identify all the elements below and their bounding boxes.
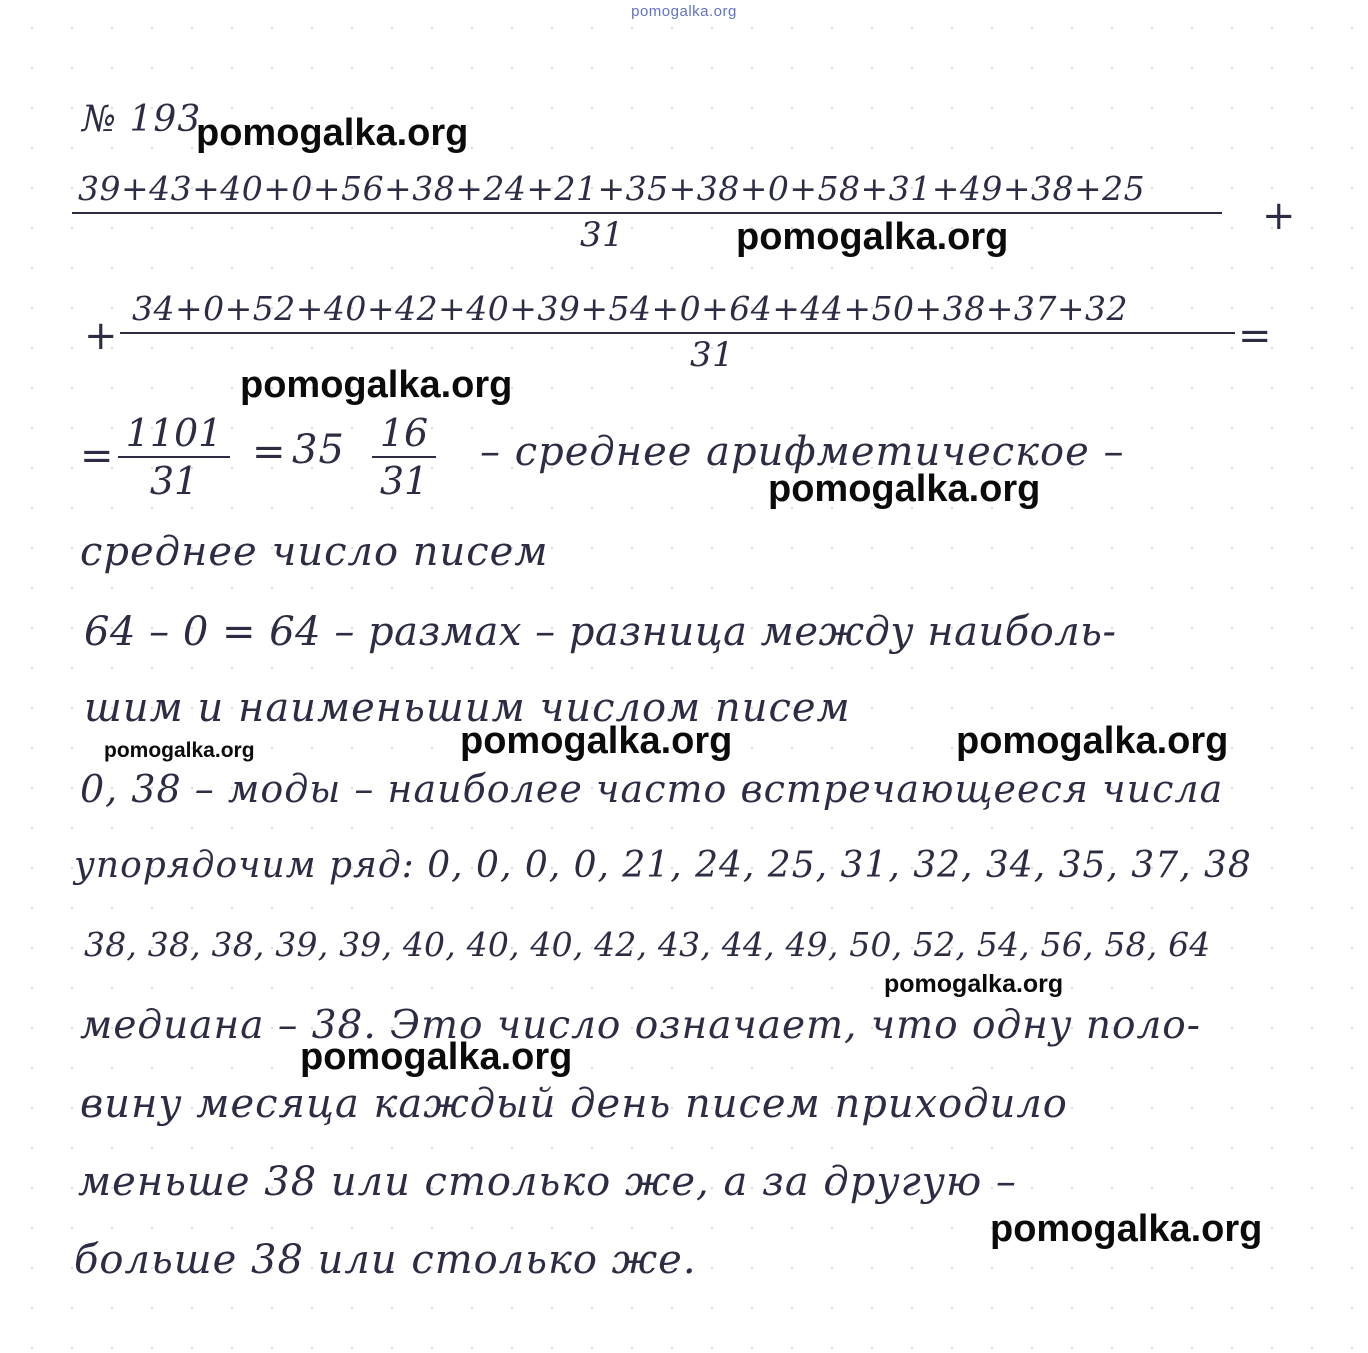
text-line: медиана – 38. Это число означает, что одну поло- bbox=[80, 1003, 1201, 1048]
fraction1-numerator: 39+43+40+0+56+38+24+21+35+38+0+58+31+49+38+25 bbox=[78, 169, 1146, 208]
text-line: больше 38 или столько же. bbox=[74, 1237, 697, 1283]
watermark: pomogalka.org bbox=[768, 468, 1041, 510]
watermark: pomogalka.org bbox=[300, 1036, 573, 1078]
watermark: pomogalka.org bbox=[884, 970, 1064, 998]
text-line: 38, 38, 38, 39, 39, 40, 40, 40, 42, 43, 44, 49, 50, 52, 54, 56, 58, 64 bbox=[84, 925, 1211, 964]
mixed-denominator: 31 bbox=[379, 459, 429, 503]
text-line: среднее число писем bbox=[80, 529, 549, 575]
result-numerator: 1101 bbox=[125, 411, 223, 455]
result-equals-1: = bbox=[80, 433, 115, 479]
fraction2-denominator: 31 bbox=[690, 335, 735, 375]
text-line: меньше 38 или столько же, а за другую – bbox=[78, 1159, 1017, 1205]
result-whole: 35 bbox=[292, 427, 345, 473]
text-line: упорядочим ряд: 0, 0, 0, 0, 21, 24, 25, 31, 32, 34, 35, 37, 38 bbox=[74, 845, 1252, 886]
result-fraction bbox=[118, 411, 230, 503]
text-line: вину месяца каждый день писем приходило bbox=[80, 1081, 1068, 1127]
watermark: pomogalka.org bbox=[196, 112, 469, 154]
result-bar bbox=[118, 456, 230, 458]
site-header: pomogalka.org bbox=[631, 3, 737, 20]
fraction2-equals: = bbox=[1238, 313, 1273, 359]
result-denominator: 31 bbox=[149, 459, 199, 503]
watermark: pomogalka.org bbox=[736, 216, 1009, 258]
watermark: pomogalka.org bbox=[104, 739, 255, 762]
fraction1-denominator: 31 bbox=[580, 215, 625, 255]
mixed-bar bbox=[372, 456, 436, 458]
mixed-numerator: 16 bbox=[379, 411, 429, 455]
mixed-fraction bbox=[372, 411, 436, 503]
watermark: pomogalka.org bbox=[240, 364, 513, 406]
fraction2-numerator: 34+0+52+40+42+40+39+54+0+64+44+50+38+37+32 bbox=[132, 289, 1128, 328]
text-line: 0, 38 – моды – наиболее часто встречающееся числа bbox=[80, 767, 1224, 811]
problem-number: № 193 bbox=[82, 99, 202, 140]
text-line: 64 – 0 = 64 – размах – разница между наиболь- bbox=[84, 609, 1117, 655]
result-equals-2: = bbox=[252, 429, 287, 475]
watermark: pomogalka.org bbox=[956, 720, 1229, 762]
watermark: pomogalka.org bbox=[460, 720, 733, 762]
fraction1-bar bbox=[72, 212, 1222, 214]
watermark: pomogalka.org bbox=[990, 1208, 1263, 1250]
result-text: – среднее арифметическое – bbox=[480, 429, 1125, 475]
fraction1-plus: + bbox=[1262, 193, 1297, 239]
text-line: шим и наименьшим числом писем bbox=[84, 685, 851, 731]
fraction2-plus: + bbox=[84, 313, 119, 359]
fraction2-bar bbox=[120, 332, 1235, 334]
